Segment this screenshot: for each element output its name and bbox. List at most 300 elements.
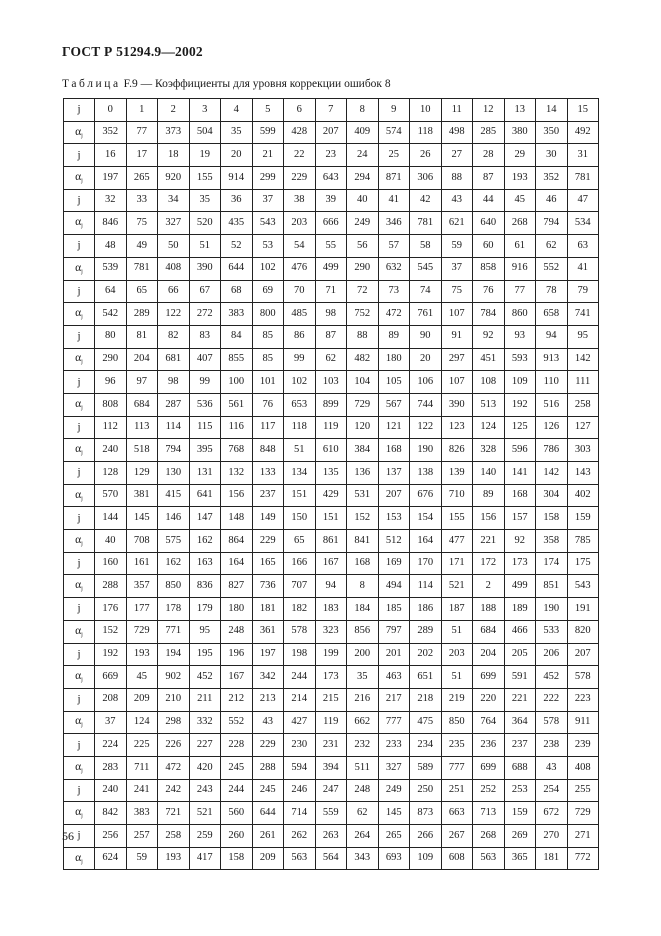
alpha-letter: α	[75, 624, 82, 637]
table-cell-j: 127	[567, 416, 599, 439]
table-cell-j: 198	[284, 643, 316, 666]
table-cell-j: 174	[536, 552, 568, 575]
table-cell-alpha: 180	[378, 348, 410, 371]
alpha-letter: α	[75, 307, 82, 320]
table-cell-j: 233	[378, 734, 410, 757]
table-cell-j: 58	[410, 235, 442, 258]
table-cell-j: 171	[441, 552, 473, 575]
table-cell-j: 77	[504, 280, 536, 303]
table-cell-j: 165	[252, 552, 284, 575]
table-row-alpha	[64, 393, 599, 416]
table-cell-j: 237	[504, 734, 536, 757]
table-cell-alpha: 158	[221, 847, 253, 870]
table-cell-alpha: 672	[536, 802, 568, 825]
table-cell-alpha: 76	[252, 393, 284, 416]
table-cell-alpha: 420	[189, 756, 221, 779]
table-cell-alpha: 145	[378, 802, 410, 825]
table-cell-alpha: 761	[410, 303, 442, 326]
table-cell-j: 147	[189, 507, 221, 530]
alpha-letter: α	[75, 170, 82, 183]
table-cell-j: 33	[126, 189, 158, 212]
table-cell-j: 149	[252, 507, 284, 530]
table-cell-alpha: 644	[252, 802, 284, 825]
table-cell-j: 46	[536, 189, 568, 212]
row-header-alpha	[64, 620, 95, 643]
table-cell-alpha: 916	[504, 257, 536, 280]
table-cell-alpha: 287	[158, 393, 190, 416]
table-cell-alpha: 62	[315, 348, 347, 371]
alpha-subscript: j	[81, 767, 83, 774]
table-cell-j: 229	[252, 734, 284, 757]
table-cell-alpha: 591	[504, 666, 536, 689]
table-cell-j: 61	[504, 235, 536, 258]
table-cell-alpha: 380	[504, 121, 536, 144]
table-cell-j: 5	[252, 99, 284, 122]
row-header-alpha	[64, 484, 95, 507]
table-cell-alpha: 288	[95, 575, 127, 598]
table-cell-j: 161	[126, 552, 158, 575]
row-header-j: j	[64, 779, 95, 802]
table-row-index	[64, 598, 599, 621]
table-cell-alpha: 708	[126, 530, 158, 553]
table-cell-j: 79	[567, 280, 599, 303]
table-cell-alpha: 699	[473, 756, 505, 779]
alpha-symbol	[75, 443, 83, 455]
table-cell-alpha: 168	[504, 484, 536, 507]
table-cell-alpha: 94	[315, 575, 347, 598]
table-cell-alpha: 65	[284, 530, 316, 553]
table-cell-j: 96	[95, 371, 127, 394]
table-cell-j: 260	[221, 825, 253, 848]
table-cell-j: 247	[315, 779, 347, 802]
table-cell-j: 191	[567, 598, 599, 621]
table-cell-alpha: 561	[221, 393, 253, 416]
table-cell-j: 125	[504, 416, 536, 439]
table-cell-j: 116	[221, 416, 253, 439]
table-cell-alpha: 190	[410, 439, 442, 462]
table-row-alpha	[64, 666, 599, 689]
alpha-letter: α	[75, 760, 82, 773]
table-cell-j: 54	[284, 235, 316, 258]
row-header-alpha	[64, 847, 95, 870]
table-cell-alpha: 563	[473, 847, 505, 870]
table-cell-j: 115	[189, 416, 221, 439]
table-cell-j: 44	[473, 189, 505, 212]
row-header-j: j	[64, 825, 95, 848]
table-cell-alpha: 365	[504, 847, 536, 870]
table-cell-j: 170	[410, 552, 442, 575]
table-cell-j: 63	[567, 235, 599, 258]
table-cell-j: 182	[284, 598, 316, 621]
table-cell-alpha: 644	[221, 257, 253, 280]
table-cell-j: 69	[252, 280, 284, 303]
table-cell-alpha: 240	[95, 439, 127, 462]
table-cell-alpha: 641	[189, 484, 221, 507]
table-cell-j: 130	[158, 462, 190, 485]
table-cell-alpha: 596	[504, 439, 536, 462]
table-cell-alpha: 85	[252, 348, 284, 371]
table-cell-alpha: 258	[567, 393, 599, 416]
table-cell-j: 194	[158, 643, 190, 666]
table-cell-j: 135	[315, 462, 347, 485]
table-cell-j: 38	[284, 189, 316, 212]
table-cell-j: 57	[378, 235, 410, 258]
table-cell-j: 196	[221, 643, 253, 666]
row-header-j: j	[64, 371, 95, 394]
table-cell-j: 271	[567, 825, 599, 848]
table-cell-j: 105	[378, 371, 410, 394]
table-cell-alpha: 358	[536, 530, 568, 553]
table-cell-j: 59	[441, 235, 473, 258]
table-cell-alpha: 297	[441, 348, 473, 371]
table-cell-j: 231	[315, 734, 347, 757]
table-cell-j: 246	[284, 779, 316, 802]
table-cell-alpha: 8	[347, 575, 379, 598]
alpha-symbol	[75, 307, 83, 319]
table-cell-j: 263	[315, 825, 347, 848]
alpha-symbol	[75, 262, 83, 274]
table-cell-j: 113	[126, 416, 158, 439]
table-cell-alpha: 699	[473, 666, 505, 689]
table-cell-alpha: 914	[221, 167, 253, 190]
table-cell-alpha: 122	[158, 303, 190, 326]
table-cell-j: 93	[504, 325, 536, 348]
table-cell-alpha: 268	[504, 212, 536, 235]
table-cell-j: 173	[504, 552, 536, 575]
table-row-alpha	[64, 121, 599, 144]
table-cell-j: 110	[536, 371, 568, 394]
table-cell-j: 49	[126, 235, 158, 258]
table-row-index	[64, 462, 599, 485]
table-cell-alpha: 826	[441, 439, 473, 462]
table-cell-j: 112	[95, 416, 127, 439]
table-cell-j: 119	[315, 416, 347, 439]
alpha-subscript: j	[81, 177, 83, 184]
table-cell-alpha: 669	[95, 666, 127, 689]
table-cell-alpha: 684	[473, 620, 505, 643]
table-cell-j: 73	[378, 280, 410, 303]
table-cell-alpha: 658	[536, 303, 568, 326]
table-cell-j: 223	[567, 688, 599, 711]
table-row-index	[64, 416, 599, 439]
table-cell-alpha: 752	[347, 303, 379, 326]
alpha-symbol	[75, 761, 83, 773]
table-cell-alpha: 429	[315, 484, 347, 507]
alpha-symbol	[75, 534, 83, 546]
table-cell-alpha: 736	[252, 575, 284, 598]
table-cell-j: 192	[95, 643, 127, 666]
table-cell-alpha: 676	[410, 484, 442, 507]
table-cell-j: 160	[95, 552, 127, 575]
row-header-j: j	[64, 325, 95, 348]
alpha-letter: α	[75, 670, 82, 683]
table-cell-alpha: 373	[158, 121, 190, 144]
table-cell-j: 136	[347, 462, 379, 485]
table-cell-j: 107	[441, 371, 473, 394]
table-cell-j: 217	[378, 688, 410, 711]
table-cell-alpha: 539	[95, 257, 127, 280]
table-cell-alpha: 518	[126, 439, 158, 462]
table-cell-j: 70	[284, 280, 316, 303]
table-row-alpha	[64, 575, 599, 598]
table-cell-alpha: 155	[189, 167, 221, 190]
row-header-alpha	[64, 575, 95, 598]
table-cell-j: 8	[347, 99, 379, 122]
table-row-index	[64, 99, 599, 122]
alpha-symbol	[75, 352, 83, 364]
table-cell-j: 48	[95, 235, 127, 258]
table-cell-j: 101	[252, 371, 284, 394]
table-cell-j: 210	[158, 688, 190, 711]
table-cell-alpha: 800	[252, 303, 284, 326]
table-cell-alpha: 902	[158, 666, 190, 689]
table-cell-alpha: 794	[536, 212, 568, 235]
table-cell-j: 270	[536, 825, 568, 848]
alpha-subscript: j	[81, 132, 83, 139]
table-cell-j: 145	[126, 507, 158, 530]
table-cell-j: 207	[567, 643, 599, 666]
table-cell-j: 11	[441, 99, 473, 122]
table-cell-alpha: 289	[410, 620, 442, 643]
table-cell-alpha: 688	[504, 756, 536, 779]
table-cell-alpha: 512	[378, 530, 410, 553]
table-cell-j: 18	[158, 144, 190, 167]
alpha-symbol	[75, 670, 83, 682]
table-cell-alpha: 394	[315, 756, 347, 779]
table-cell-alpha: 482	[347, 348, 379, 371]
alpha-symbol	[75, 171, 83, 183]
table-cell-alpha: 536	[189, 393, 221, 416]
table-cell-alpha: 873	[410, 802, 442, 825]
table-cell-alpha: 521	[441, 575, 473, 598]
table-cell-j: 94	[536, 325, 568, 348]
table-cell-j: 156	[473, 507, 505, 530]
table-cell-j: 47	[567, 189, 599, 212]
table-cell-j: 186	[410, 598, 442, 621]
table-cell-alpha: 88	[441, 167, 473, 190]
table-cell-j: 176	[95, 598, 127, 621]
table-cell-j: 144	[95, 507, 127, 530]
table-row-alpha	[64, 484, 599, 507]
table-cell-j: 213	[252, 688, 284, 711]
table-cell-alpha: 207	[315, 121, 347, 144]
table-cell-alpha: 827	[221, 575, 253, 598]
table-cell-j: 234	[410, 734, 442, 757]
row-header-alpha	[64, 802, 95, 825]
table-cell-j: 202	[410, 643, 442, 666]
table-cell-alpha: 409	[347, 121, 379, 144]
table-cell-j: 83	[189, 325, 221, 348]
table-cell-alpha: 357	[126, 575, 158, 598]
table-cell-alpha: 2	[473, 575, 505, 598]
table-cell-j: 211	[189, 688, 221, 711]
table-cell-alpha: 381	[126, 484, 158, 507]
table-cell-alpha: 578	[567, 666, 599, 689]
row-header-alpha	[64, 530, 95, 553]
table-cell-alpha: 764	[473, 711, 505, 734]
table-cell-j: 97	[126, 371, 158, 394]
table-cell-alpha: 543	[567, 575, 599, 598]
table-caption	[62, 78, 391, 90]
alpha-letter: α	[75, 533, 82, 546]
table-cell-j: 88	[347, 325, 379, 348]
table-cell-j: 175	[567, 552, 599, 575]
table-cell-j: 256	[95, 825, 127, 848]
row-header-alpha	[64, 348, 95, 371]
table-cell-j: 2	[158, 99, 190, 122]
table-cell-alpha: 40	[95, 530, 127, 553]
table-cell-alpha: 361	[252, 620, 284, 643]
table-caption-label: Таблица	[62, 78, 121, 90]
table-cell-alpha: 162	[189, 530, 221, 553]
table-cell-alpha: 306	[410, 167, 442, 190]
table-cell-j: 232	[347, 734, 379, 757]
table-cell-alpha: 51	[284, 439, 316, 462]
table-cell-j: 221	[504, 688, 536, 711]
table-row-index	[64, 280, 599, 303]
table-cell-alpha: 435	[221, 212, 253, 235]
table-cell-alpha: 499	[504, 575, 536, 598]
table-cell-alpha: 272	[189, 303, 221, 326]
table-cell-j: 178	[158, 598, 190, 621]
alpha-subscript: j	[81, 586, 83, 593]
table-cell-alpha: 848	[252, 439, 284, 462]
table-cell-j: 39	[315, 189, 347, 212]
table-cell-j: 146	[158, 507, 190, 530]
table-cell-alpha: 498	[441, 121, 473, 144]
table-cell-alpha: 707	[284, 575, 316, 598]
table-cell-alpha: 415	[158, 484, 190, 507]
table-cell-alpha: 352	[536, 167, 568, 190]
row-header-j: j	[64, 280, 95, 303]
table-cell-j: 163	[189, 552, 221, 575]
table-cell-j: 131	[189, 462, 221, 485]
table-cell-j: 19	[189, 144, 221, 167]
table-cell-alpha: 771	[158, 620, 190, 643]
table-cell-j: 84	[221, 325, 253, 348]
table-cell-j: 214	[284, 688, 316, 711]
table-cell-alpha: 472	[158, 756, 190, 779]
table-cell-alpha: 511	[347, 756, 379, 779]
table-cell-alpha: 51	[441, 666, 473, 689]
table-cell-j: 106	[410, 371, 442, 394]
alpha-symbol	[75, 579, 83, 591]
table-cell-j: 52	[221, 235, 253, 258]
table-cell-j: 137	[378, 462, 410, 485]
table-cell-alpha: 521	[189, 802, 221, 825]
table-cell-j: 253	[504, 779, 536, 802]
table-cell-j: 251	[441, 779, 473, 802]
alpha-subscript: j	[81, 223, 83, 230]
alpha-letter: α	[75, 352, 82, 365]
table-cell-alpha: 390	[189, 257, 221, 280]
table-cell-j: 90	[410, 325, 442, 348]
table-cell-j: 249	[378, 779, 410, 802]
row-header-j: j	[64, 552, 95, 575]
table-caption-text: F.9 — Коэффициенты для уровня коррекции ошибок 8	[123, 78, 391, 90]
table-cell-j: 172	[473, 552, 505, 575]
table-cell-j: 122	[410, 416, 442, 439]
table-cell-j: 241	[126, 779, 158, 802]
table-cell-j: 143	[567, 462, 599, 485]
table-cell-j: 188	[473, 598, 505, 621]
table-cell-j: 268	[473, 825, 505, 848]
table-cell-j: 181	[252, 598, 284, 621]
table-row-alpha	[64, 212, 599, 235]
table-row-index	[64, 235, 599, 258]
table-cell-j: 230	[284, 734, 316, 757]
table-cell-alpha: 159	[504, 802, 536, 825]
table-cell-j: 218	[410, 688, 442, 711]
table-cell-j: 179	[189, 598, 221, 621]
table-cell-j: 68	[221, 280, 253, 303]
alpha-letter: α	[75, 443, 82, 456]
document-header: ГОСТ Р 51294.9—2002	[62, 44, 203, 59]
table-cell-j: 80	[95, 325, 127, 348]
table-cell-alpha: 323	[315, 620, 347, 643]
table-cell-j: 74	[410, 280, 442, 303]
table-cell-j: 267	[441, 825, 473, 848]
table-cell-j: 60	[473, 235, 505, 258]
table-cell-alpha: 777	[441, 756, 473, 779]
table-cell-j: 30	[536, 144, 568, 167]
table-cell-alpha: 552	[536, 257, 568, 280]
table-cell-j: 261	[252, 825, 284, 848]
table-cell-j: 164	[221, 552, 253, 575]
table-cell-alpha: 552	[221, 711, 253, 734]
table-cell-j: 212	[221, 688, 253, 711]
table-cell-j: 103	[315, 371, 347, 394]
table-cell-j: 3	[189, 99, 221, 122]
alpha-letter: α	[75, 579, 82, 592]
table-cell-alpha: 850	[158, 575, 190, 598]
table-cell-j: 240	[95, 779, 127, 802]
table-row-alpha	[64, 257, 599, 280]
table-cell-alpha: 578	[536, 711, 568, 734]
table-cell-alpha: 383	[221, 303, 253, 326]
table-cell-alpha: 608	[441, 847, 473, 870]
row-header-alpha	[64, 303, 95, 326]
alpha-symbol	[75, 715, 83, 727]
table-cell-j: 201	[378, 643, 410, 666]
table-cell-alpha: 109	[410, 847, 442, 870]
table-cell-j: 31	[567, 144, 599, 167]
alpha-letter: α	[75, 397, 82, 410]
table-cell-alpha: 327	[158, 212, 190, 235]
table-cell-alpha: 574	[378, 121, 410, 144]
table-cell-alpha: 856	[347, 620, 379, 643]
table-cell-alpha: 520	[189, 212, 221, 235]
row-header-j: j	[64, 99, 95, 122]
table-cell-j: 12	[473, 99, 505, 122]
table-cell-alpha: 107	[441, 303, 473, 326]
table-cell-j: 128	[95, 462, 127, 485]
table-cell-alpha: 729	[347, 393, 379, 416]
table-cell-alpha: 43	[536, 756, 568, 779]
alpha-letter: α	[75, 851, 82, 864]
table-cell-j: 244	[221, 779, 253, 802]
alpha-subscript: j	[81, 404, 83, 411]
table-cell-j: 86	[284, 325, 316, 348]
table-cell-j: 141	[504, 462, 536, 485]
row-header-alpha	[64, 666, 95, 689]
table-cell-alpha: 75	[126, 212, 158, 235]
table-cell-j: 209	[126, 688, 158, 711]
table-row-alpha	[64, 711, 599, 734]
alpha-subscript: j	[81, 450, 83, 457]
table-cell-alpha: 352	[95, 121, 127, 144]
table-cell-alpha: 784	[473, 303, 505, 326]
